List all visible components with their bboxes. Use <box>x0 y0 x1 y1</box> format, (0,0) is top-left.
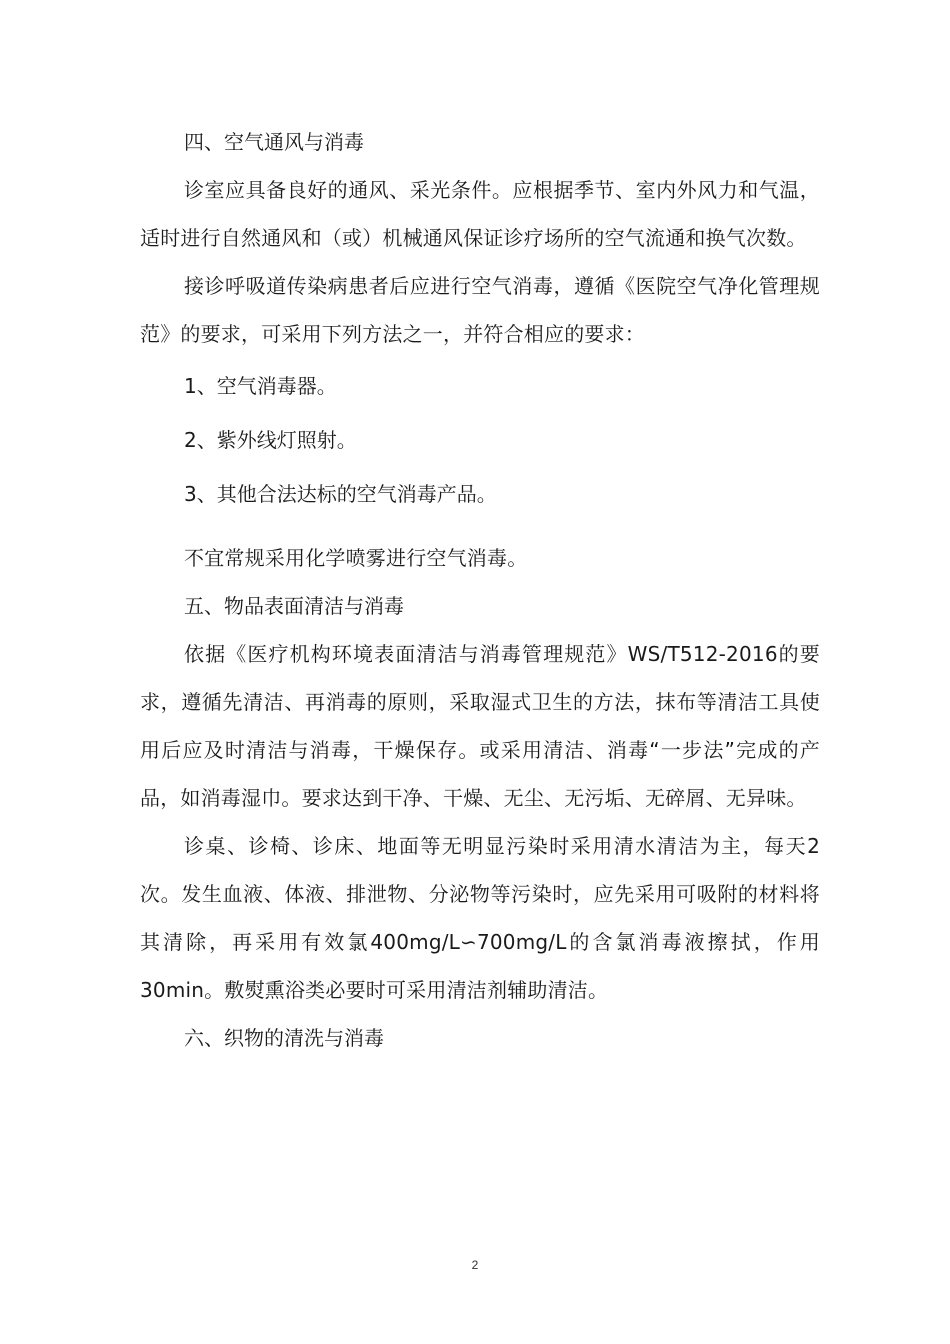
page-number: 2 <box>471 1258 479 1272</box>
paragraph-surface-cleaning: 依据《医疗机构环境表面清洁与消毒管理规范》WS/T512-2016的要求，遵循先清洁、再消毒的原则，采取湿式卫生的方法，抹布等清洁工具使用后应及时清洁与消毒，干燥保存。或采用清洁、消毒“一步法”完成的产品，如消毒湿巾。要求达到干净、干燥、无尘、无污垢、无碎屑、无异味。 <box>140 642 820 810</box>
paragraph-no-chemical-spray: 不宜常规采用化学喷雾进行空气消毒。 <box>184 546 528 570</box>
paragraph-furniture-cleaning: 诊桌、诊椅、诊床、地面等无明显污染时采用清水清洁为主，每天2次。发生血液、体液、排泄物、分泌物等污染时，应先采用可吸附的材料将其清除，再采用有效氯400mg/L∽700mg/L的含氯消毒液擦拭，作用30min。敷熨熏浴类必要时可采用清洁剂辅助清洁。 <box>140 834 820 1002</box>
paragraph-ventilation: 诊室应具备良好的通风、采光条件。应根据季节、室内外风力和气温，适时进行自然通风和（或）机械通风保证诊疗场所的空气流通和换气次数。 <box>140 178 820 250</box>
section-heading-4: 四、空气通风与消毒 <box>184 130 364 154</box>
list-item-2: 2、紫外线灯照射。 <box>184 428 357 452</box>
section-heading-5: 五、物品表面清洁与消毒 <box>184 594 404 618</box>
document-body <box>140 118 820 1062</box>
list-item-1: 1、空气消毒器。 <box>184 374 337 398</box>
list-item-3: 3、其他合法达标的空气消毒产品。 <box>184 482 497 506</box>
section-heading-6: 六、织物的清洗与消毒 <box>184 1026 384 1050</box>
paragraph-air-disinfection: 接诊呼吸道传染病患者后应进行空气消毒，遵循《医院空气净化管理规范》的要求，可采用下列方法之一，并符合相应的要求： <box>140 274 820 346</box>
